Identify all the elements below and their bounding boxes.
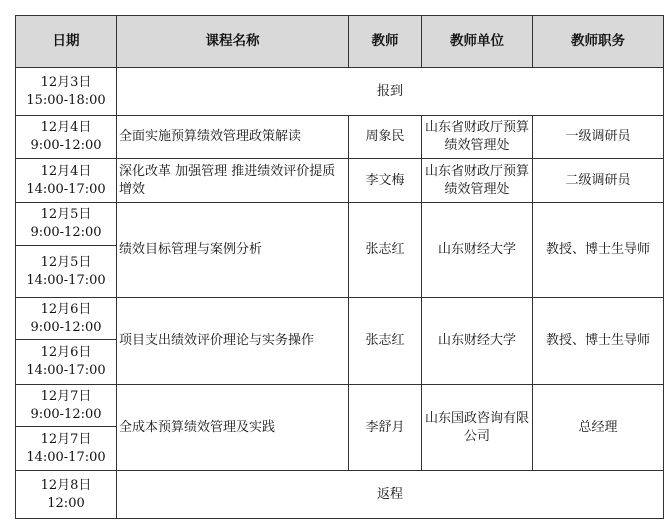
table-row — [16, 298, 664, 340]
course-cell: 深化改革 加强管理 推进绩效评价提质增效 — [117, 159, 349, 203]
date-cell: 12月8日 12:00 — [16, 471, 117, 519]
table-row — [16, 159, 664, 203]
header-title: 教师职务 — [533, 16, 664, 68]
teacher-cell: 李舒月 — [349, 385, 422, 471]
date-cell: 12月7日 9:00-12:00 — [16, 385, 117, 427]
teacher-cell: 张志红 — [349, 298, 422, 385]
date-cell: 12月6日 9:00-12:00 — [16, 298, 117, 340]
table-row — [16, 471, 664, 519]
unit-cell: 山东省财政厅预算绩效管理处 — [422, 159, 533, 203]
date-cell: 12月4日 14:00-17:00 — [16, 159, 117, 203]
course-cell: 绩效目标管理与案例分析 — [117, 203, 349, 298]
title-cell: 总经理 — [533, 385, 664, 471]
date-cell: 12月4日 9:00-12:00 — [16, 116, 117, 159]
unit-cell: 山东财经大学 — [422, 203, 533, 298]
title-cell: 教授、博士生导师 — [533, 298, 664, 385]
course-cell: 项目支出绩效评价理论与实务操作 — [117, 298, 349, 385]
header-date: 日期 — [16, 16, 117, 68]
table-row — [16, 385, 664, 427]
course-cell: 全面实施预算绩效管理政策解读 — [117, 116, 349, 159]
date-cell: 12月6日 14:00-17:00 — [16, 340, 117, 385]
schedule-table — [15, 15, 664, 519]
teacher-cell: 周象民 — [349, 116, 422, 159]
teacher-cell: 李文梅 — [349, 159, 422, 203]
table-row — [16, 203, 664, 246]
return-cell: 返程 — [117, 471, 664, 519]
unit-cell: 山东省财政厅预算绩效管理处 — [422, 116, 533, 159]
header-course: 课程名称 — [117, 16, 349, 68]
table-row — [16, 116, 664, 159]
title-cell: 一级调研员 — [533, 116, 664, 159]
title-cell: 二级调研员 — [533, 159, 664, 203]
date-cell: 12月3日 15:00-18:00 — [16, 68, 117, 116]
unit-cell: 山东国政咨询有限公司 — [422, 385, 533, 471]
checkin-cell: 报到 — [117, 68, 664, 116]
date-cell: 12月7日 14:00-17:00 — [16, 427, 117, 471]
teacher-cell: 张志红 — [349, 203, 422, 298]
course-cell: 全成本预算绩效管理及实践 — [117, 385, 349, 471]
header-teacher: 教师 — [349, 16, 422, 68]
header-unit: 教师单位 — [422, 16, 533, 68]
unit-cell: 山东财经大学 — [422, 298, 533, 385]
header-row — [16, 16, 664, 68]
date-cell: 12月5日 9:00-12:00 — [16, 203, 117, 246]
date-cell: 12月5日 14:00-17:00 — [16, 246, 117, 298]
title-cell: 教授、博士生导师 — [533, 203, 664, 298]
table-row — [16, 68, 664, 116]
